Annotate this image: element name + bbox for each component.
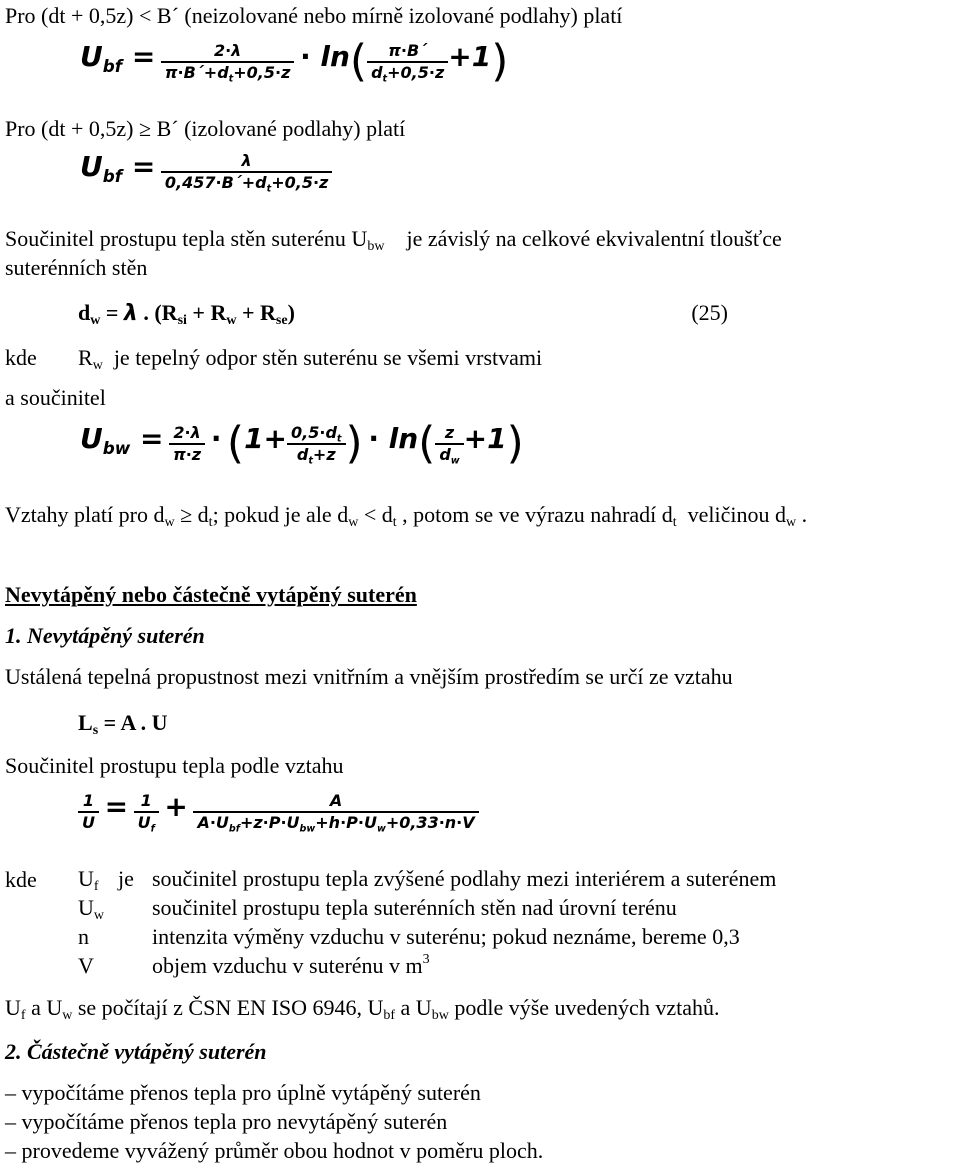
uf-uw-source: $U_f$ a $U_w$ se počítají z ČSN EN ISO 6946, $U_{bf}$ a $U_{bw}$ podle výše uvedených vztahů. [5, 995, 720, 1023]
formula-ls: $L_s = A$ . U [78, 710, 168, 738]
subheading-partial: 2. Částečně vytápěný suterén [5, 1039, 267, 1064]
def-row-n: n intenzita výměny vzduchu v suterénu; pokud neznáme, bereme 0,3 [78, 924, 740, 949]
def-row-v: V objem vzduchu v suterénu v $m^3$ [78, 952, 430, 978]
formula-u: $\frac{1}{U}$ = $\frac{1}{U_f}$ + $\frac{A}{A\cdot U_{bf}+z\cdot P\cdot U_{bw}+h\cdot P\cdot U_w+0,33\cdot n\cdot V}$ [78, 790, 479, 833]
bullet-2: – vypočítáme přenos tepla pro nevytápěný suterén [5, 1109, 448, 1134]
bullet-1: – vypočítáme přenos tepla pro úplně vytápěný suterén [5, 1080, 481, 1105]
section-heading: Nevytápěný nebo částečně vytápěný suterén [5, 582, 417, 607]
definitions-table [78, 864, 776, 980]
steady-state-text: Ustálená tepelná propustnost mezi vnitřním a vnějším prostředím se určí ze vztahu [5, 664, 733, 689]
validity-note: Vztahy platí pro $d_w \ge d_t$; pokud je ale $d_w < d_t$ , potom se ve výrazu nahradí $d_t$ veličinou $d_w$ . [5, 502, 808, 530]
formula-ubf-uninsulated: $U_{bf}$ = $\frac{2\cdot\lambda}{\pi\cdot B´+d_t+0,5\cdot z}$ ∙ ln( $\frac{\pi\cdot B´}{d_t+0,5\cdot z}$ +1) [80, 35, 509, 87]
a-soucinitel: a součinitel [5, 385, 106, 410]
formula-ubf-insulated: $U_{bf}$ = $\frac{\lambda}{0,457\cdot B´+d_t+0,5\cdot z}$ [80, 150, 332, 193]
bullet-3: – provedeme vyvážený průměr obou hodnot v poměru ploch. [5, 1138, 544, 1163]
kde-label: kde [5, 345, 37, 370]
formula-ubw: $U_{bw}$ = $\frac{2\cdot\lambda}{\pi\cdot z}$ ∙ (1+ $\frac{0,5\cdot d_t}{d_t+z}$ ) ∙ ln( $\frac{z}{d_w}$ +1) [80, 417, 524, 469]
def-row-uw: $U_w$ součinitel prostupu tepla suterénních stěn nad úrovní terénu [78, 895, 677, 923]
subheading-unheated: 1. Nevytápěný suterén [5, 623, 205, 648]
ubw-intro-cont: suterénních stěn [5, 255, 148, 280]
def-row-uf: $U_f$ je součinitel prostupu tepla zvýšené podlahy mezi interiérem a suterénem [78, 866, 777, 894]
u-intro: Součinitel prostupu tepla podle vztahu [5, 753, 344, 778]
rw-definition: $R_w$ je tepelný odpor stěn suterénu se všemi vrstvami [78, 345, 543, 373]
condition-uninsulated: Pro (dt + 0,5z) < B´ (neizolované nebo mírně izolované podlahy) platí [5, 3, 623, 28]
ubw-intro: Součinitel prostupu tepla stěn suterénu $U_{bw}$ je závislý na celkové ekvivalentní tloušťce [5, 226, 782, 254]
formula-dw: $d_w = \lambda$ . $(R_{si} + R_w + R_{se})$ [78, 300, 295, 328]
equation-number: (25) [691, 300, 728, 325]
kde-label-2: kde [5, 867, 37, 892]
condition-insulated: Pro (dt + 0,5z) ≥ B´ (izolované podlahy) platí [5, 116, 406, 141]
